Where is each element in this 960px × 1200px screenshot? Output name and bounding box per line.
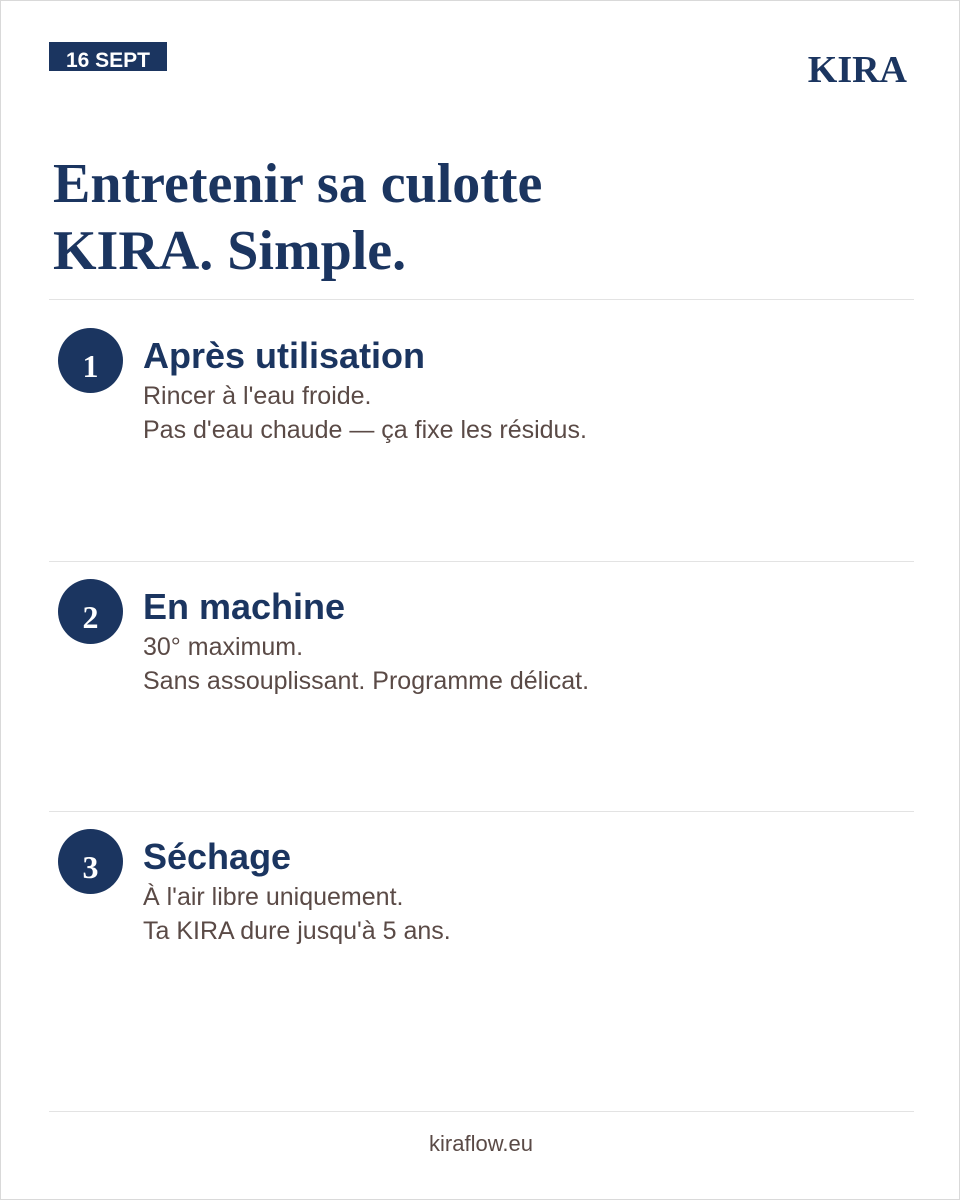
step-description: 30° maximum.	[143, 633, 304, 661]
step-description: À l'air libre uniquement.	[143, 883, 404, 911]
step-number-badge: 2	[58, 579, 123, 644]
divider	[49, 299, 914, 300]
step-title: En machine	[143, 586, 346, 627]
step-title: Après utilisation	[143, 335, 426, 376]
step-number-badge: 3	[58, 829, 123, 894]
footer-url: kiraflow.eu	[429, 1131, 533, 1156]
step-description: Pas d'eau chaude — ça fixe les résidus.	[143, 416, 587, 444]
step-number-badge: 1	[58, 328, 123, 393]
divider	[49, 561, 914, 562]
date-badge: 16 SEPT	[49, 42, 167, 71]
step-description: Ta KIRA dure jusqu'à 5 ans.	[143, 917, 451, 945]
step-title: Séchage	[143, 836, 292, 877]
footer-divider	[49, 1111, 914, 1112]
step-description: Sans assouplissant. Programme délicat.	[143, 667, 590, 695]
brand-logo: KIRA	[807, 49, 907, 91]
step-description: Rincer à l'eau froide.	[143, 382, 372, 410]
divider	[49, 811, 914, 812]
page-title	[53, 151, 542, 285]
page-title-line-1: Entretenir sa culotte	[53, 153, 543, 215]
page-title-line-2: KIRA. Simple.	[53, 220, 407, 282]
